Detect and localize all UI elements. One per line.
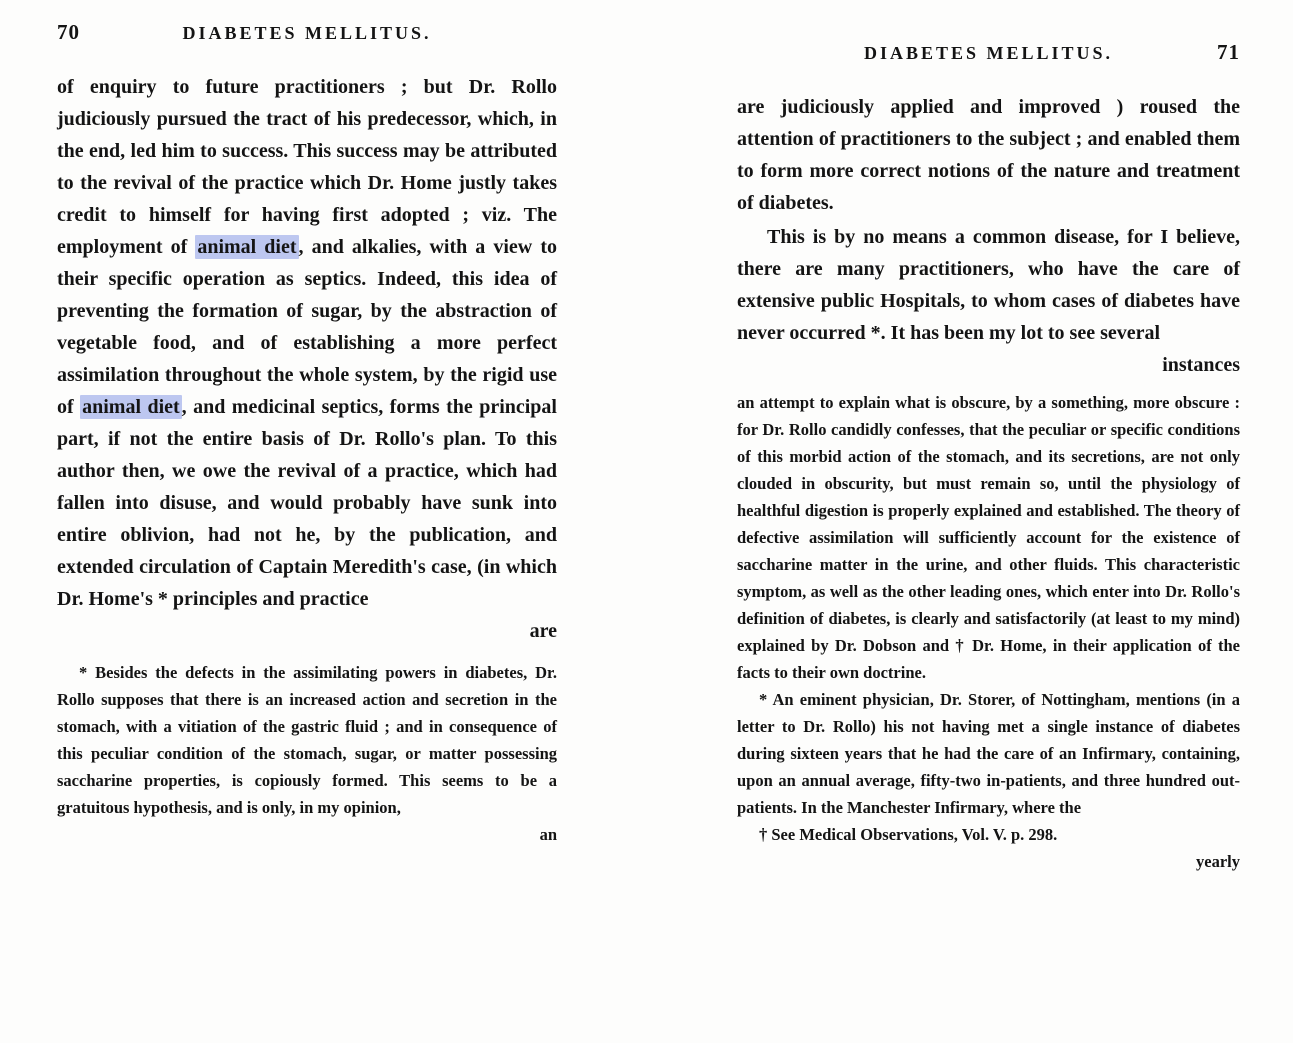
running-title-left: DIABETES MELLITUS. (182, 23, 432, 43)
page-number-left: 70 (57, 20, 80, 44)
catchword-instances: instances (1162, 354, 1240, 376)
highlight-animal-diet-1: animal diet (197, 236, 297, 258)
footnote-reference: † See Medical Observations, Vol. V. p. 298. (759, 825, 1058, 844)
left-body-paragraph (57, 71, 557, 615)
catchword-an: an (539, 825, 557, 844)
page-71-header (737, 40, 1240, 65)
left-body-text-2: , and alkalies, with a view to their specific operation as septics. Indeed, this idea of preventing the formation of sugar, by the abstraction of vegetable food, and of establishing a more perfect assimilation throughout the whole system, by the rigid use of (57, 236, 557, 418)
highlight-animal-diet-2: animal diet (82, 396, 180, 418)
left-body-text-3: , and medicinal septics, forms the principal part, if not the entire basis of Dr. Rollo's plan. To this author then, we owe the revival of a practice, which had fallen into disuse, and would probably have sunk into entire oblivion, had not he, by the publication, and extended circulation of Captain Meredith's case, (in which Dr. Home's * principles and practice (57, 396, 557, 610)
right-footnote-2: * An eminent physician, Dr. Storer, of Nottingham, mentions (in a letter to Dr. Rollo) his not having met a single instance of diabetes during sixteen years that he had the care of an Infirmary, containing, upon an annual average, fifty-two in-patients, and three hundred out-patients. In the Manchester Infirmary, where the (737, 690, 1240, 817)
page-70 (57, 20, 557, 848)
right-body-paragraph-1: are judiciously applied and improved ) roused the attention of practitioners to the subject ; and enabled them to form more correct notions of the nature and treatment of diabetes. (737, 96, 1240, 214)
left-footnote: * Besides the defects in the assimilating powers in diabetes, Dr. Rollo supposes that there is an increased action and secretion in the stomach, with a vitiation of the gastric fluid ; and in consequence of this peculiar condition of the stomach, sugar, or matter possessing saccharine properties, is copiously formed. This seems to be a gratuitous hypothesis, and is only, in my opinion, (57, 663, 557, 817)
page-number-right: 71 (1217, 40, 1240, 64)
catchword-yearly: yearly (1196, 852, 1240, 871)
right-body-paragraph-2: This is by no means a common disease, for I believe, there are many practitioners, who have the care of extensive public Hospitals, to whom cases of diabetes have never occurred *. It has been my lot to see several (737, 226, 1240, 344)
page-70-header (57, 20, 557, 45)
catchword-are: are (529, 620, 557, 642)
page-71 (737, 40, 1240, 875)
left-body-text-1: of enquiry to future practitioners ; but Dr. Rollo judiciously pursued the tract of his predecessor, which, in the end, led him to success. This success may be attributed to the revival of the practice which Dr. Home justly takes credit to himself for having first adopted ; viz. The employment of (57, 76, 557, 258)
running-title-right: DIABETES MELLITUS. (863, 43, 1114, 63)
right-footnote-continuation: an attempt to explain what is obscure, by a something, more obscure : for Dr. Rollo candidly confesses, that the peculiar or specific conditions of this morbid action of the stomach, and its secretions, are not only clouded in obscurity, but must remain so, until the physiology of healthful digestion is properly explained and established. The theory of defective assimilation will sufficiently account for the existence of saccharine matter in the urine, and other fluids. This characteristic symptom, as well as the other leading ones, which enter into Dr. Rollo's definition of diabetes, is clearly and satisfactorily (at least to my mind) explained by Dr. Dobson and † Dr. Home, in their application of the facts to their own doctrine. (737, 393, 1240, 682)
